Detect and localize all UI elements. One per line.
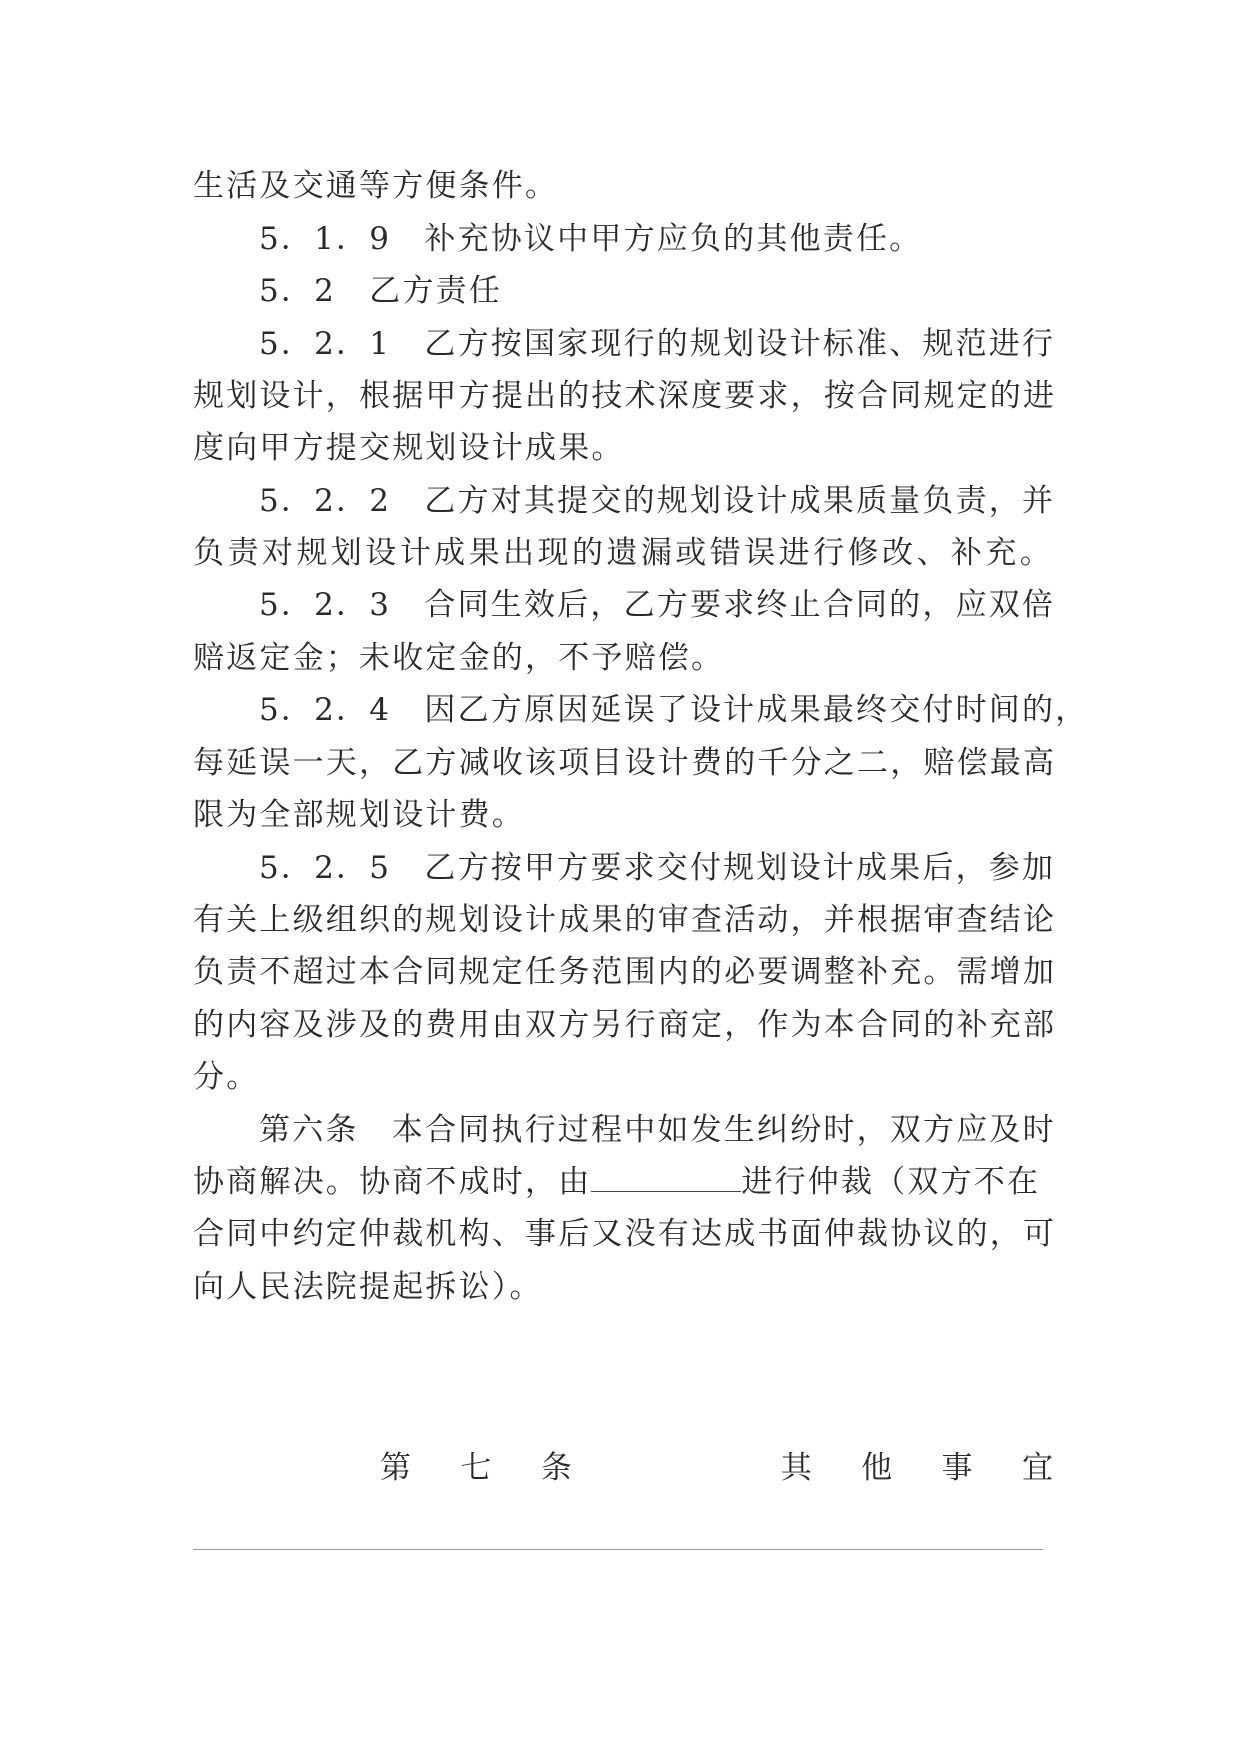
- article-7-heading: [380, 1446, 1053, 1490]
- heading-char: 其: [780, 1450, 812, 1486]
- paragraph-line: 负责不超过本合同规定任务范围内的必要调整补充。需增加: [193, 954, 1057, 990]
- line-part: 协商解决。协商不成时，由: [193, 1164, 592, 1200]
- paragraph-line: 限为全部规划设计费。: [193, 797, 525, 833]
- heading-char: 事: [941, 1450, 973, 1486]
- paragraph-line: 负责对规划设计成果出现的遗漏或错误进行修改、补充。: [193, 535, 1053, 571]
- heading-char: 条: [540, 1450, 572, 1486]
- paragraph-line: 的内容及涉及的费用由双方另行商定，作为本合同的补充部: [193, 1007, 1057, 1043]
- clause-5-2-5: 5．2．5 乙方按甲方要求交付规划设计成果后，参加: [259, 850, 1056, 886]
- clause-5-2-1: 5．2．1 乙方按国家现行的规划设计标准、规范进行: [259, 326, 1056, 362]
- article-6: 第六条 本合同执行过程中如发生纠纷时，双方应及时: [259, 1112, 1056, 1148]
- heading-char: 第: [380, 1450, 411, 1486]
- heading-char: 他: [861, 1450, 893, 1486]
- horizontal-rule: [193, 1549, 1043, 1550]
- heading-char: 七: [460, 1450, 492, 1486]
- paragraph-line: 生活及交通等方便条件。: [193, 168, 559, 204]
- paragraph-line: [193, 1162, 1053, 1202]
- line-part: 进行仲裁（双方不在: [741, 1164, 1041, 1200]
- paragraph-line: 分。: [193, 1059, 260, 1095]
- paragraph-line: 有关上级组织的规划设计成果的审查活动，并根据审查结论: [193, 902, 1057, 938]
- paragraph-line: 合同中约定仲裁机构、事后又没有达成书面仲裁协议的，可: [193, 1216, 1057, 1252]
- clause-5-2-4: 5．2．4 因乙方原因延误了设计成果最终交付时间的，: [259, 692, 1089, 728]
- arbitration-blank: [591, 1165, 741, 1192]
- clause-5-2-2: 5．2．2 乙方对其提交的规划设计成果质量负责，并: [259, 483, 1056, 519]
- clause-5-2-heading: 5．2 乙方责任: [259, 273, 503, 309]
- paragraph-line: 每延误一天，乙方减收该项目设计费的千分之二，赔偿最高: [193, 745, 1057, 781]
- paragraph-line: 规划设计，根据甲方提出的技术深度要求，按合同规定的进: [193, 378, 1057, 414]
- paragraph-line: 向人民法院提起拆讼）。: [193, 1269, 543, 1305]
- clause-5-1-9: 5．1．9 补充协议中甲方应负的其他责任。: [259, 221, 923, 257]
- clause-5-2-3: 5．2．3 合同生效后，乙方要求终止合同的，应双倍: [259, 587, 1056, 623]
- heading-gap: [621, 1446, 731, 1490]
- paragraph-line: 赔返定金；未收定金的，不予赔偿。: [193, 640, 725, 676]
- heading-char: 宜: [1021, 1450, 1053, 1486]
- paragraph-line: 度向甲方提交规划设计成果。: [193, 430, 625, 466]
